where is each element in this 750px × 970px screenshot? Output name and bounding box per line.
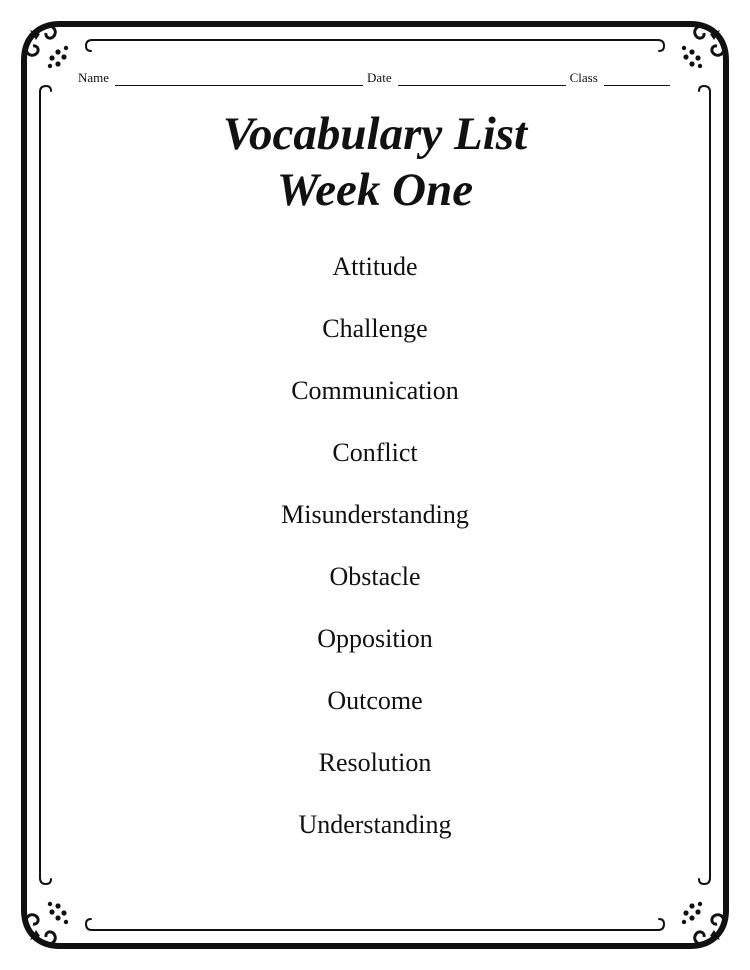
- name-field[interactable]: [115, 73, 363, 86]
- class-field[interactable]: [604, 73, 670, 86]
- vocabulary-word: Outcome: [327, 686, 423, 715]
- vocabulary-word: Communication: [291, 376, 459, 405]
- vocabulary-list: [0, 248, 750, 868]
- student-info-row: [78, 70, 682, 86]
- vocabulary-word: Resolution: [318, 748, 432, 777]
- date-label: Date: [367, 70, 392, 85]
- title-line-1: Vocabulary List: [222, 108, 528, 160]
- vocabulary-word: Conflict: [332, 438, 418, 467]
- date-field[interactable]: [398, 73, 566, 86]
- vocabulary-word: Attitude: [332, 252, 418, 281]
- vocabulary-word: Obstacle: [329, 562, 421, 591]
- vocabulary-word: Challenge: [322, 314, 428, 343]
- class-label: Class: [569, 70, 598, 85]
- vocabulary-word: Understanding: [298, 810, 452, 839]
- vocabulary-word: Misunderstanding: [281, 500, 469, 529]
- title-line-2: Week One: [276, 164, 474, 216]
- name-label: Name: [78, 70, 110, 85]
- page-title: [0, 106, 750, 218]
- vocabulary-word: Opposition: [317, 624, 433, 653]
